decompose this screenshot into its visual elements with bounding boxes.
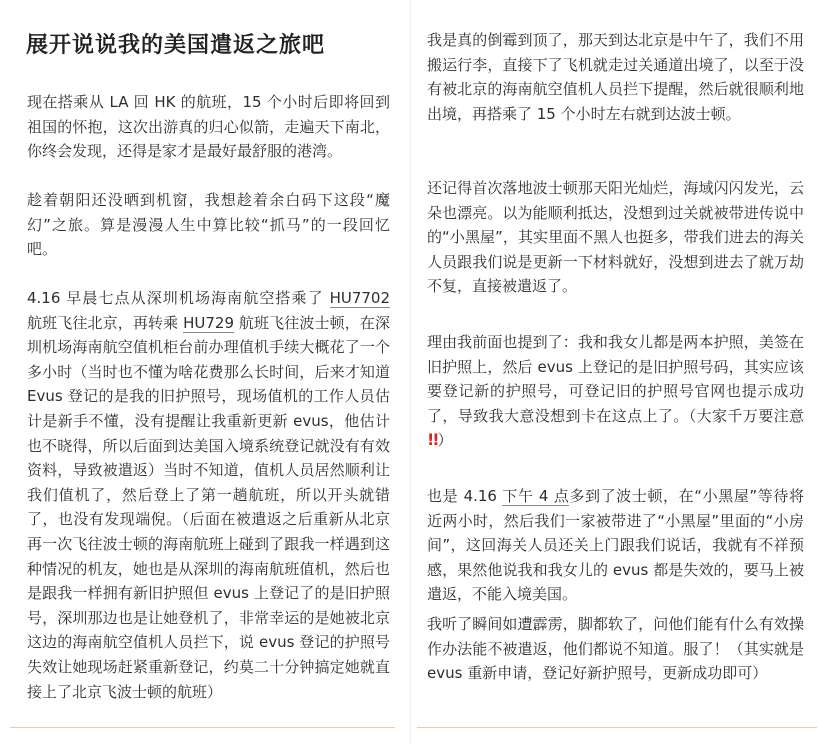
bottom-divider <box>10 727 395 728</box>
reaction-paragraph: 我听了瞬间如遭霹雳，脚都软了，问他们能有什么有效操作办法能不被遣返，他们都说不知道。服了！（其实就是 evus 重新申请，登记好新护照号，更新成功即可） <box>427 615 804 683</box>
bottom-divider <box>417 727 817 728</box>
arrival-time: 下午 4 点 <box>502 487 570 505</box>
arrival-paragraph: 我是真的倒霉到顶了，那天到达北京是中午了，我们不用搬运行李，直接下了飞机就走过关通道出境了，以至于没有被北京的海南航空值机人员拦下提醒，然后就很顺利地出境，再搭乘了 15 个小时左右就到达波士顿。 <box>427 31 804 123</box>
right-column <box>410 0 819 744</box>
double-exclamation-icon: !! <box>427 430 438 450</box>
deportation-text-b: 多到了波士顿，在“小黑屋”等待将近两小时，然后我们一家被带进了“小黑屋”里面的“小房间”，这回海关人员还关上门跟我们说话，我就有不祥预感，果然他说我和我女儿的 evus 都是失效的，要马上被遣返，不能入境美国。 <box>427 487 804 604</box>
itinerary-paragraph <box>27 286 390 704</box>
flight-number-2: HU729 <box>183 313 234 332</box>
page-title: 展开说说我的美国遣返之旅吧 <box>26 33 326 58</box>
reason-text: 理由我前面也提到了：我和我女儿都是两本护照，美签在旧护照上，然后 evus 上登记的是旧护照号码，其实应该要登记新的护照号，可登记旧的护照号官网也提示成功了，导致我大意没想到卡在这点上了。（大家千万要注意 <box>427 333 804 425</box>
itinerary-text-b: 航班飞往北京，再转乘 <box>27 313 184 332</box>
reason-text-end: ） <box>437 431 453 450</box>
deportation-paragraph <box>427 484 804 607</box>
itinerary-text-c: 航班飞往波士顿，在深圳机场海南航空值机柜台前办理值机手续大概花了一个多小时（当时也不懂为啥花费那么长时间，后来才知道 Evus 登记的是我的旧护照号，现场值机的工作人员估计是新手不懂，没有提醒让我重新更新 evus，他估计也不晓得，所以后面到达美国入境系统登记就没有有效资料，导致被遣返）当时不知道，值机人员居然顺利让我们值机了，然后登上了第一趟航班，所以开头就错了，也没有发现端倪。（后面在被遣返之后重新从北京再一次飞往波士顿的海南航班上碰到了跟我一样遇到这种情况的机友，她也是从深圳的海南航班值机，然后也是跟我一样拥有新旧护照但 evus 上登记了的是旧护照号，深圳那边也是让她登机了，非常幸运的是她被北京这边的海南航空值机人员拦下，说 evus 登记的护照号失效让她现场赶紧重新登记，约莫二十分钟搞定她就直接上了北京飞波士顿的航班） <box>27 313 390 701</box>
itinerary-text-a: 4.16 早晨七点从深圳机场海南航空搭乘了 <box>27 289 330 307</box>
flight-number-1: HU7702 <box>329 289 390 307</box>
small-black-room-paragraph: 还记得首次落地波士顿那天阳光灿烂，海域闪闪发光，云朵也漂亮。以为能顺利抵达，没想到过关就被带进传说中的“小黑屋”，其实里面不黑人也挺多，带我们进去的海关人员跟我们说是更新一下材料就好，没想到进去了就万劫不复，直接被遣返了。 <box>427 179 804 296</box>
reason-paragraph <box>427 330 804 453</box>
intro-paragraph: 现在搭乘从 LA 回 HK 的航班，15 个小时后即将回到祖国的怀抱，这次出游真的归心似箭，走遍天下南北，你终会发现，还得是家才是最好最舒服的港湾。 <box>27 93 390 161</box>
deportation-text-a: 也是 4.16 <box>427 487 503 505</box>
memory-paragraph: 趁着朝阳还没晒到机窗，我想趁着余白码下这段“魔幻”之旅。算是漫漫人生中算比较“抓马”的一段回忆吧。 <box>27 191 390 259</box>
